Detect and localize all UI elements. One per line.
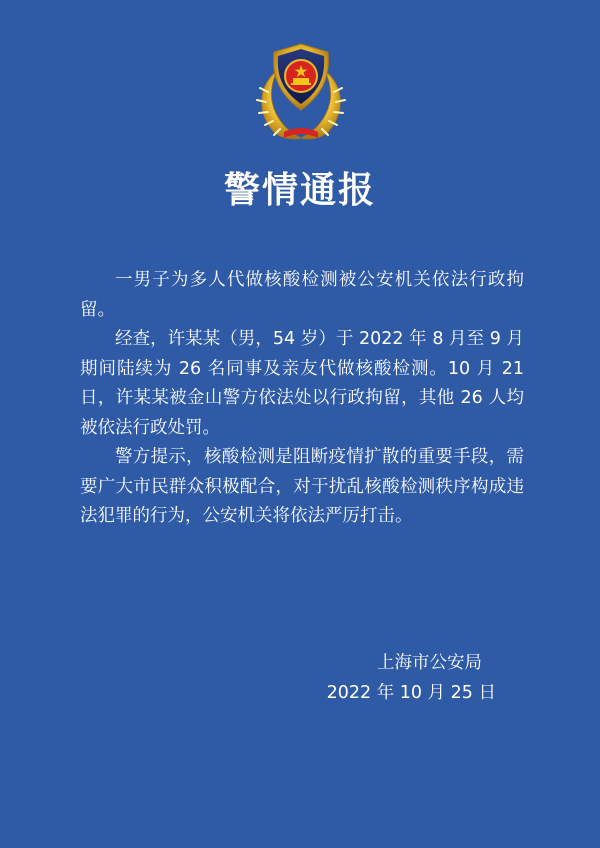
signature-organization: 上海市公安局: [377, 653, 482, 673]
police-badge-icon: [248, 40, 354, 144]
paragraph-summary: 一男子为多人代做核酸检测被公安机关依法行政拘留。: [80, 270, 524, 320]
signature-date: 2022 年 10 月 25 日: [326, 683, 496, 703]
paragraph-findings: 经查，许某某（男，54 岁）于 2022 年 8 月至 9 月期间陆续为 26 名同事及亲友代做核酸检测。10 月 21 日，许某某被金山警方依法处以行政拘留，其他 26 人均被依法行政处罚。: [80, 329, 524, 438]
document-title: 警情通报: [223, 170, 376, 211]
document-body: [80, 266, 524, 532]
paragraph-warning: 警方提示，核酸检测是阻断疫情扩散的重要手段，需要广大市民群众积极配合，对于扰乱核酸检测秩序构成违法犯罪的行为，公安机关将依法严厉打击。: [80, 447, 524, 526]
